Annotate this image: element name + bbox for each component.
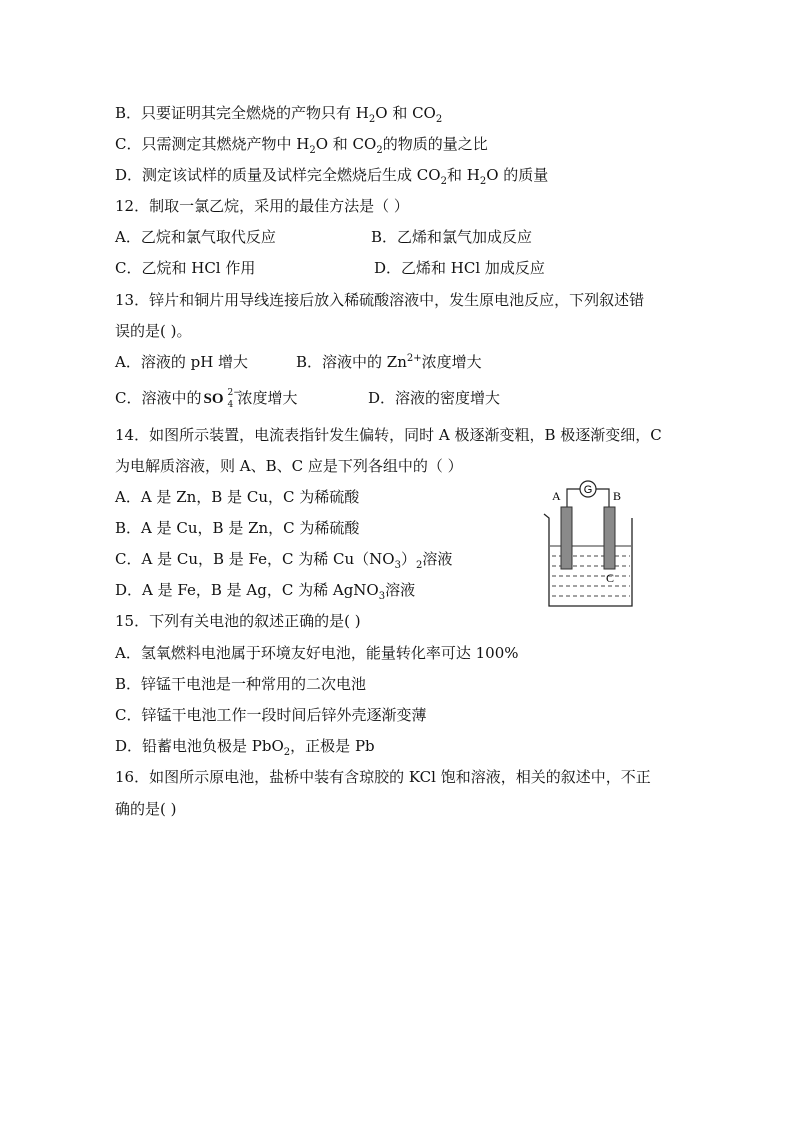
subscript: 2 — [368, 114, 376, 125]
q12-options-row1 — [115, 227, 675, 247]
superscript: 2+ — [406, 353, 422, 364]
electrode-b-label: B — [613, 489, 622, 503]
q15-stem: 15．下列有关电池的叙述正确的是( ) — [115, 612, 361, 630]
q14-option-a: A．A 是 Zn，B 是 Cu，C 为稀硫酸 — [115, 488, 360, 506]
q16-stem-line1: 16．如图所示原电池，盐桥中装有含琼胶的 KCl 饱和溶液，相关的叙述中，不正 — [115, 768, 651, 786]
subscript: 3 — [378, 591, 386, 602]
subscript: 2 — [435, 114, 443, 125]
q12-option-a: A．乙烷和氯气取代反应 — [115, 228, 276, 246]
q13-options-row1 — [115, 352, 675, 372]
electrode-a — [561, 507, 572, 569]
q13-option-c — [115, 388, 298, 409]
text: C．溶液中的 — [115, 389, 202, 407]
q13-stem-line1: 13．锌片和铜片用导线连接后放入稀硫酸溶液中，发生原电池反应，下列叙述错 — [115, 291, 645, 309]
q13-option-a: A．溶液的 pH 增大 — [115, 353, 249, 371]
text: O 和 CO — [375, 104, 436, 122]
q14-option-d — [115, 580, 415, 600]
text: D．A 是 Fe，B 是 Ag，C 为稀 AgNO — [115, 581, 379, 599]
q12-option-b: B．乙烯和氯气加成反应 — [371, 228, 533, 246]
q13-stem-line2: 误的是( )。 — [115, 322, 192, 340]
text: 浓度增大 — [237, 389, 298, 407]
text: 浓度增大 — [421, 353, 482, 371]
subscript: 2 — [309, 145, 316, 156]
beaker — [544, 514, 632, 606]
subscript: 2 — [415, 560, 423, 571]
galvanometer-label: G — [583, 484, 593, 496]
text: C．只需测定其燃烧产物中 H — [115, 135, 310, 153]
q15-option-b: B．锌锰干电池是一种常用的二次电池 — [115, 675, 367, 693]
text: B．溶液中的 Zn — [296, 353, 407, 371]
galvanic-cell-diagram — [540, 478, 635, 608]
q15-option-c: C．锌锰干电池工作一段时间后锌外壳逐渐变薄 — [115, 706, 427, 724]
subscript: 3 — [394, 560, 401, 571]
solution-c-label: C — [606, 571, 615, 585]
q14-option-c — [115, 549, 452, 569]
sulfate-ion — [203, 388, 241, 410]
ion-symbol: SO — [203, 391, 224, 407]
subscript: 2 — [283, 747, 291, 758]
q12-option-d: D．乙烯和 HCl 加成反应 — [374, 259, 545, 277]
text: D．铅蓄电池负极是 PbO — [115, 737, 284, 755]
subscript: 2 — [440, 176, 447, 187]
text: O 和 CO — [315, 135, 377, 153]
text: 溶液 — [385, 581, 416, 599]
q11-option-c — [115, 134, 488, 154]
text: 的物质的量之比 — [382, 135, 488, 153]
q12-option-c: C．乙烷和 HCl 作用 — [115, 259, 256, 277]
q14-option-b: B．A 是 Cu，B 是 Zn，C 为稀硫酸 — [115, 519, 360, 537]
q14-stem-line1: 14．如图所示装置，电流表指针发生偏转，同时 A 极逐渐变粗，B 极逐渐变细，C — [115, 426, 662, 444]
q12-options-row2 — [115, 258, 675, 278]
text: 溶液 — [422, 550, 453, 568]
text: 和 H — [446, 166, 480, 184]
text: ，正极是 Pb — [290, 737, 375, 755]
text: O 的质量 — [486, 166, 549, 184]
q15-option-d — [115, 736, 375, 756]
subscript: 2 — [479, 176, 487, 187]
ion-charge: 2− — [227, 388, 241, 398]
text: D．测定该试样的质量及试样完全燃烧后生成 CO — [115, 166, 441, 184]
q11-option-b — [115, 103, 442, 123]
q15-option-a: A．氢氧燃料电池属于环境友好电池，能量转化率可达 100% — [115, 644, 519, 662]
electrode-b — [604, 507, 615, 569]
ion-subscript: 4 — [227, 400, 234, 410]
q16-stem-line2: 确的是( ) — [115, 800, 177, 818]
q13-option-b — [296, 352, 482, 372]
q14-stem-line2: 为电解质溶液，则 A、B、C 应是下列各组中的（ ） — [115, 457, 463, 475]
q13-option-d: D．溶液的密度增大 — [368, 389, 501, 407]
q12-stem: 12．制取一氯乙烷，采用的最佳方法是（ ） — [115, 197, 409, 215]
q11-option-d — [115, 165, 548, 185]
text: C．A 是 Cu，B 是 Fe，C 为稀 Cu（NO — [115, 550, 395, 568]
subscript: 2 — [376, 145, 383, 156]
text: B．只要证明其完全燃烧的产物只有 H — [115, 104, 369, 122]
q13-options-row2 — [115, 388, 675, 408]
electrode-a-label: A — [552, 489, 561, 503]
text: ） — [400, 550, 416, 568]
